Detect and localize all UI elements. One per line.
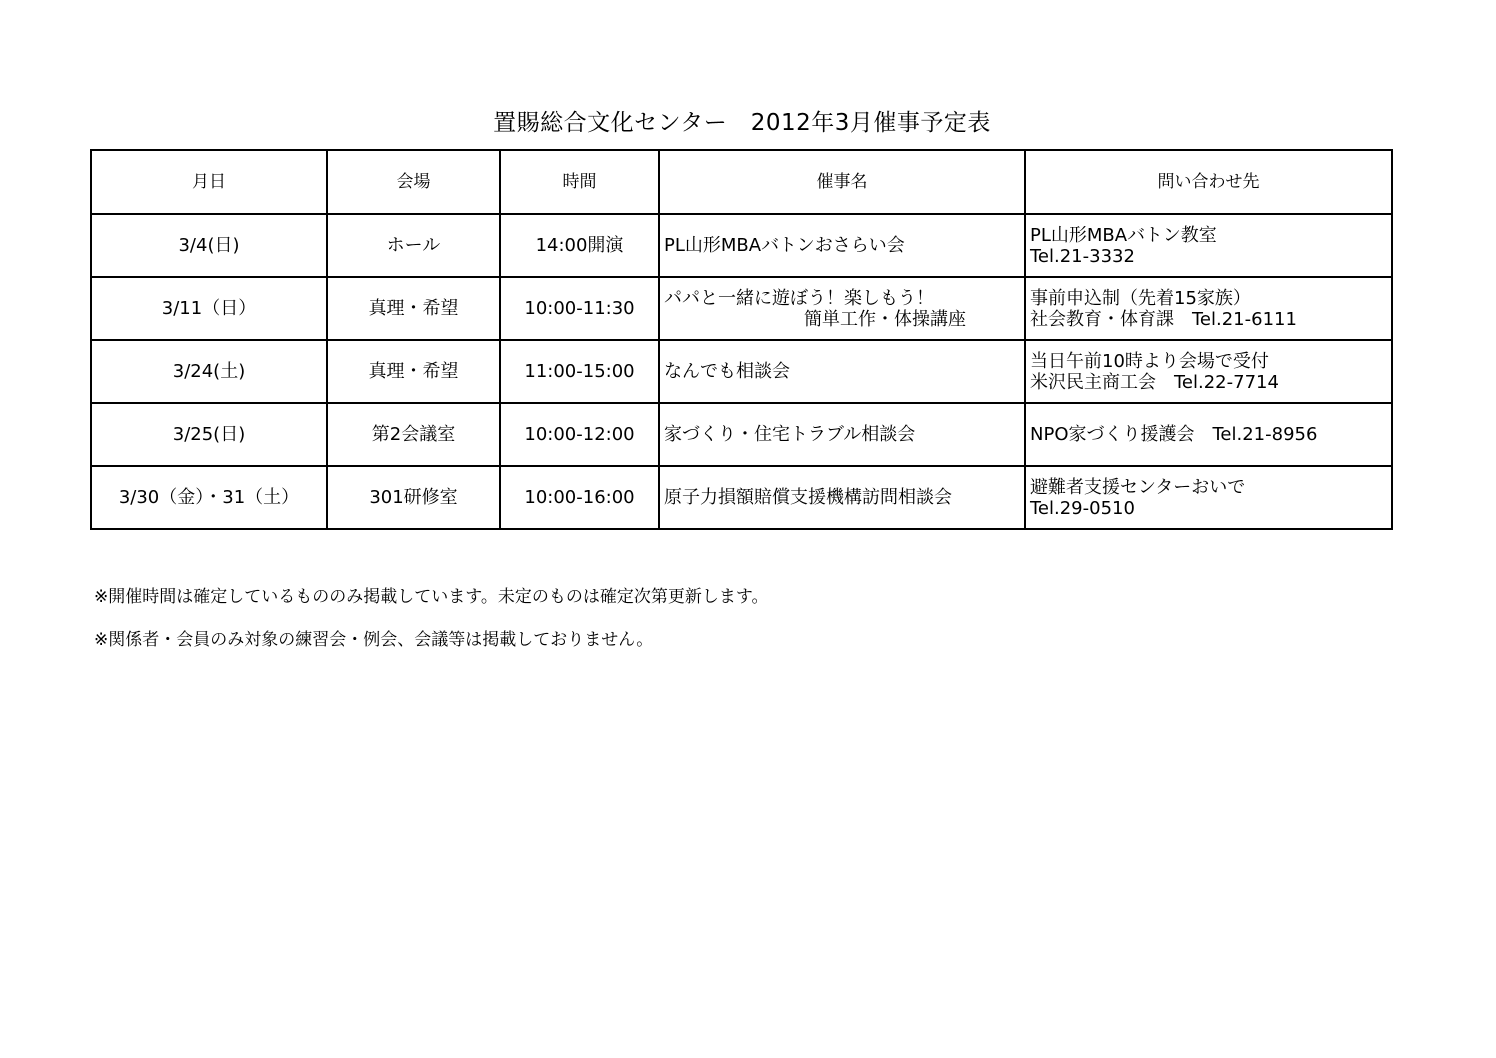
date-cell: 3/4(日) [91,214,327,277]
header-event-name: 催事名 [659,150,1025,214]
event-line: 家づくり・住宅トラブル相談会 [664,424,916,445]
header-time: 時間 [500,150,659,214]
venue-cell: ホール [327,214,500,277]
event-line: なんでも相談会 [664,361,790,382]
venue-cell: 第2会議室 [327,403,500,466]
date-cell: 3/25(日) [91,403,327,466]
event-line: パパと一緒に遊ぼう！楽しもう！ [664,287,934,309]
contact-cell [1025,340,1392,403]
contact-line: 事前申込制（先着15家族） [1030,287,1251,309]
time-cell: 10:00-11:30 [500,277,659,340]
table-header-row [91,150,1392,214]
footnote-schedule-updates: ※開催時間は確定しているもののみ掲載しています。未定のものは確定次第更新します。 [94,587,769,607]
time-cell: 14:00開演 [500,214,659,277]
table-row [91,214,1392,277]
header-venue: 会場 [327,150,500,214]
event-line: 簡単工作・体操講座 [804,308,966,330]
event-cell [659,466,1025,529]
header-contact: 問い合わせ先 [1025,150,1392,214]
contact-line: Tel.29-0510 [1030,497,1135,519]
time-cell: 10:00-16:00 [500,466,659,529]
event-cell [659,277,1025,340]
contact-cell [1025,214,1392,277]
contact-line: PL山形MBAバトン教室 [1030,224,1217,246]
time-cell: 10:00-12:00 [500,403,659,466]
event-line: 原子力損額賠償支援機構訪問相談会 [664,487,952,508]
contact-cell [1025,277,1392,340]
table-row [91,277,1392,340]
contact-line: 米沢民主商工会 Tel.22-7714 [1030,371,1279,393]
document-title: 置賜総合文化センター 2012年3月催事予定表 [493,110,991,136]
contact-line: 社会教育・体育課 Tel.21-6111 [1030,308,1297,330]
event-schedule-table [90,149,1393,530]
date-cell: 3/24(土) [91,340,327,403]
contact-line: 当日午前10時より会場で受付 [1030,350,1269,372]
contact-line: Tel.21-3332 [1030,245,1135,267]
footnote-private-events: ※関係者・会員のみ対象の練習会・例会、会議等は掲載しておりません。 [94,630,654,650]
table-row [91,403,1392,466]
contact-cell [1025,466,1392,529]
contact-line: 避難者支援センターおいで [1030,476,1246,498]
event-cell [659,214,1025,277]
event-cell [659,340,1025,403]
table-row [91,340,1392,403]
contact-cell [1025,403,1392,466]
venue-cell: 301研修室 [327,466,500,529]
header-date: 月日 [91,150,327,214]
date-cell: 3/11（日） [91,277,327,340]
venue-cell: 真理・希望 [327,340,500,403]
table-row [91,466,1392,529]
date-cell: 3/30（金）・31（土） [91,466,327,529]
event-line: PL山形MBAバトンおさらい会 [664,235,905,256]
contact-line: NPO家づくり援護会 Tel.21-8956 [1030,424,1318,445]
time-cell: 11:00-15:00 [500,340,659,403]
venue-cell: 真理・希望 [327,277,500,340]
event-cell [659,403,1025,466]
